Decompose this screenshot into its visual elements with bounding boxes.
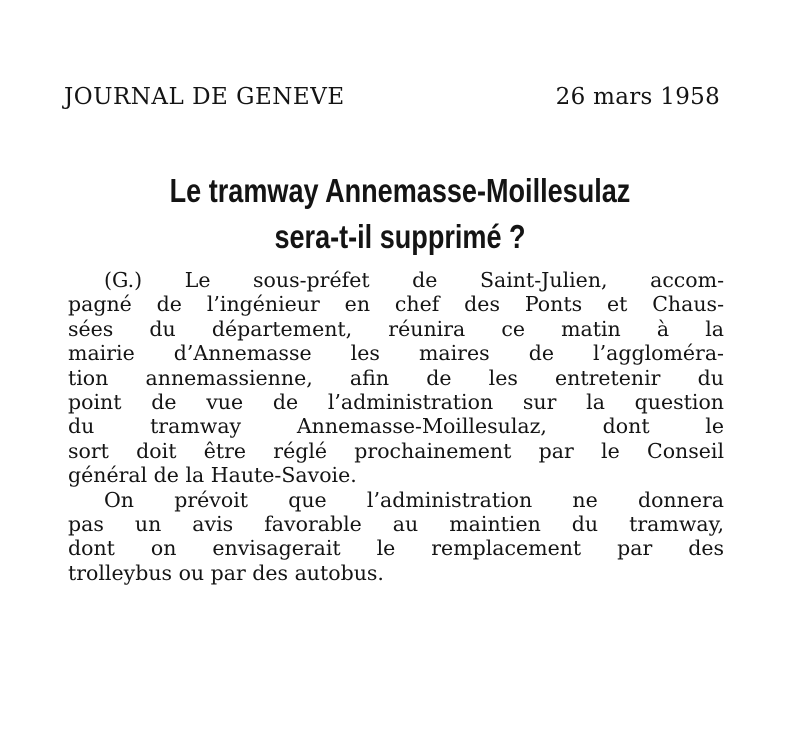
- article-body: [68, 268, 724, 585]
- text-line: (G.) Le sous-préfet de Saint-Julien, accom-: [104, 268, 724, 292]
- paragraph-2: [68, 488, 724, 586]
- text-line: général de la Haute-Savoie.: [68, 463, 357, 488]
- text-line: tion annemassienne, afin de les entretenir du: [68, 365, 724, 390]
- text-line: point de vue de l’administration sur la question: [68, 389, 724, 414]
- headline-line-2: sera-t-il supprimé ?: [274, 218, 526, 255]
- article-headline: [121, 168, 679, 260]
- text-line: dont on envisagerait le remplacement par des: [68, 536, 724, 561]
- masthead: [64, 84, 720, 120]
- headline-line-1: Le tramway Annemasse-Moillesulaz: [169, 172, 631, 209]
- text-line: pagné de l’ingénieur en chef des Ponts et Chaus-: [68, 292, 724, 317]
- text-line: sées du département, réunira ce matin à la: [68, 316, 724, 341]
- text-line: mairie d’Annemasse les maires de l’aggloméra-: [68, 341, 724, 366]
- text-line: du tramway Annemasse-Moillesulaz, dont le: [68, 414, 724, 439]
- text-line: trolleybus ou par des autobus.: [68, 560, 384, 585]
- publication-date: 26 mars 1958: [555, 84, 720, 110]
- text-line: sort doit être réglé prochainement par le Conseil: [68, 438, 724, 463]
- text-line: On prévoit que l’administration ne donnera: [104, 487, 724, 512]
- publication-name: JOURNAL DE GENEVE: [64, 84, 345, 110]
- text-line: pas un avis favorable au maintien du tramway,: [68, 511, 724, 536]
- paragraph-1: [68, 268, 724, 488]
